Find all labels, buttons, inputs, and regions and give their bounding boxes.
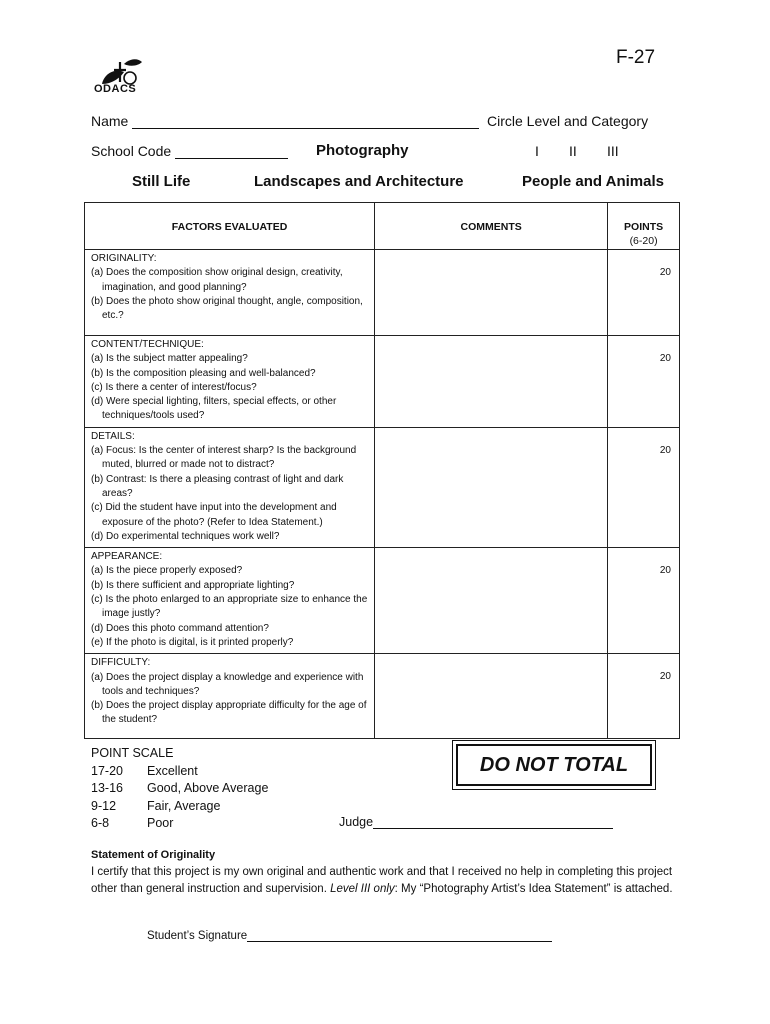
name-label: Name [91,113,129,129]
criteria-title: CONTENT/TECHNIQUE: [91,339,204,350]
criteria-item: (b) Is the composition pleasing and well-balanced? [91,367,316,379]
form-code: F-27 [616,47,656,68]
points-cell[interactable]: 20 [608,548,680,654]
criteria-item: (c) Is there a center of interest/focus? [91,381,257,393]
scale-label: Poor [147,816,174,830]
scale-label: Fair, Average [147,798,221,813]
criteria-item: (a) Does the composition show original design, creativity, imagination, and good planning? [91,267,343,293]
points-cell[interactable]: 20 [608,427,680,547]
school-code-line[interactable] [175,144,288,159]
criteria-difficulty [85,654,375,739]
scale-row [91,815,268,833]
criteria-item: (a) Does the project display a knowledge and experience with tools and techniques? [91,671,364,697]
signature-label: Student’s Signature [147,930,248,942]
scoring-table [84,202,680,739]
school-code-label: School Code [91,143,172,159]
scale-range: 9-12 [91,798,117,813]
originality-text-part: I certify that this project is my own original and authentic work and that I received no help in completing this project other than general instruction and supervision. [91,866,673,895]
comments-cell[interactable] [375,427,608,547]
criteria-content-technique [85,336,375,428]
table-row [85,250,680,336]
criteria-title: DIFFICULTY: [91,657,151,669]
scale-row [91,763,268,781]
table-header-row [85,203,680,250]
level-option-1[interactable]: I [535,143,539,159]
subject-title: Photography [316,142,409,159]
criteria-details [85,427,375,547]
criteria-item: (d) Were special lighting, filters, special effects, or other techniques/tools used? [91,396,337,422]
signature-field[interactable] [147,927,552,942]
level-option-3[interactable]: III [607,143,619,159]
judge-line[interactable] [373,814,613,829]
criteria-title: DETAILS: [91,430,135,442]
school-code-field[interactable] [91,143,288,159]
scale-range: 13-16 [91,781,123,795]
originality-title: Statement of Originality [91,849,216,861]
criteria-item: (a) Is the subject matter appealing? [91,353,248,365]
point-scale [91,745,268,833]
criteria-originality [85,250,375,336]
col-comments: COMMENTS [375,203,608,250]
comments-cell[interactable] [375,654,608,739]
criteria-item: (e) If the photo is digital, is it printed properly? [91,636,294,648]
points-cell[interactable]: 20 [608,336,680,428]
scale-range: 17-20 [91,763,123,778]
comments-cell[interactable] [375,250,608,336]
category-landscapes[interactable]: Landscapes and Architecture [254,173,464,190]
signature-line[interactable] [247,927,552,942]
table-row [85,548,680,654]
criteria-appearance [85,548,375,654]
criteria-item: (d) Does this photo command attention? [91,622,269,634]
category-people-animals[interactable]: People and Animals [522,173,664,190]
criteria-item: (a) Is the piece properly exposed? [91,565,243,577]
table-row [85,336,680,428]
do-not-total-text: DO NOT TOTAL [456,744,652,786]
criteria-item: (b) Does the project display appropriate difficulty for the age of the student? [91,700,367,726]
judge-label: Judge [339,815,374,829]
originality-text-part: : My “Photography Artist’s Idea Statement” is attached. [394,883,673,895]
criteria-title: APPEARANCE: [91,551,163,563]
table-row [85,654,680,739]
scale-range: 6-8 [91,816,110,830]
scale-label: Excellent [147,763,198,778]
originality-text [91,864,691,898]
col-points [608,203,680,250]
name-field[interactable] [91,113,479,129]
criteria-item: (c) Did the student have input into the development and exposure of the photo? (Refer to Idea Statement.) [91,502,337,528]
circle-level-label: Circle Level and Category [487,113,649,129]
name-line[interactable] [132,114,479,129]
scale-row [91,798,268,816]
comments-cell[interactable] [375,548,608,654]
col-factors: FACTORS EVALUATED [85,203,375,250]
originality-level-note: Level III only [330,883,395,895]
col-points-label: POINTS [624,221,664,233]
comments-cell[interactable] [375,336,608,428]
do-not-total-box [452,740,656,790]
criteria-title: ORIGINALITY: [91,253,157,264]
logo-text: ODACS [94,83,137,95]
scale-row [91,780,268,798]
table-row [85,427,680,547]
level-option-2[interactable]: II [569,143,577,159]
points-cell[interactable]: 20 [608,654,680,739]
judge-field[interactable] [339,814,613,829]
criteria-item: (d) Do experimental techniques work well? [91,530,280,542]
criteria-item: (b) Contrast: Is there a pleasing contrast of light and dark areas? [91,473,344,499]
category-still-life[interactable]: Still Life [132,173,191,190]
criteria-item: (b) Does the photo show original thought, angle, composition, etc.? [91,295,363,322]
point-scale-title: POINT SCALE [91,746,174,760]
criteria-item: (a) Focus: Is the center of interest sharp? Is the background muted, blurred or made not to distract? [91,445,357,471]
criteria-item: (b) Is there sufficient and appropriate lighting? [91,579,295,591]
criteria-item: (c) Is the photo enlarged to an appropriate size to enhance the image justly? [91,594,368,620]
col-points-range: (6-20) [629,235,658,248]
scale-label: Good, Above Average [147,781,269,795]
points-cell[interactable]: 20 [608,250,680,336]
